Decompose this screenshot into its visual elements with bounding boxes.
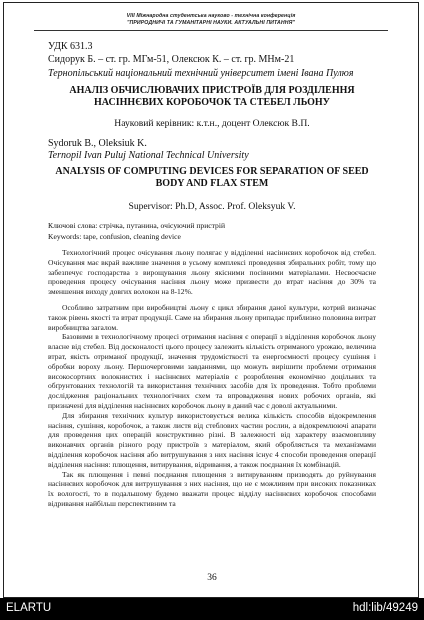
- affiliation-ukrainian: Тернопільський національний технічний університет імені Івана Пулюя: [48, 68, 354, 79]
- paragraph: Базовими в технологічному процесі отримання насіння є операції з відділення коробочок льону власне від стебел. Від досконалості цього процесу залежить кількість отриманого урожаю, величина втрат, якість отриманої продукції, значення трудомісткості та енергоємності процесу сушіння і обробки вороху льону. Першочерговими завданнями, що можуть вирішити проблеми отримання високосортних волокнистих і насіннєвих матеріалів є розроблення економічно доцільних та обґрунтованих технологій та використання технічних засобів для їх проведення. Тобто проблеми дослідження раціональних технологічних схем та впровадження нових робочих органів, які призначені для відділення насіннєвих коробочок льону в даний час є доволі актуальними.: [48, 332, 376, 410]
- authors-ukrainian: Сидорук Б. – ст. гр. МГм-51, Олексюк К. – ст. гр. МНм-21: [48, 54, 295, 65]
- repository-footer-bar: [0, 598, 424, 620]
- handle-identifier: hdl:lib/49249: [352, 602, 418, 614]
- body-text: [48, 248, 376, 509]
- keywords-english: Keywords: tape, confusion, cleaning device: [48, 232, 181, 241]
- supervisor-english: Supervisor: Ph.D, Assoc. Prof. Oleksyuk V.: [128, 201, 296, 212]
- header-divider: [34, 30, 388, 31]
- conference-header-line-2: "ПРИРОДНИЧІ ТА ГУМАНІТАРНІ НАУКИ. АКТУАЛЬНІ ПИТАННЯ": [126, 20, 296, 26]
- authors-english: Sydoruk B., Oleksiuk K.: [48, 138, 147, 149]
- title-english: ANALYSIS OF COMPUTING DEVICES FOR SEPARATION OF SEED BODY AND FLAX STEM: [55, 166, 369, 190]
- paragraph: Для збирання технічних культур використовується велика кількість способів відокремлення насіння, сушіння, коробочок, а також листя від стеблових частин рослин, а відокремлюючі апарати для проведення цих операцій конструктивно різні. В залежності від характеру взаємовпливу виконавчих органів різного роду пристроїв з матеріалом, який обробляється та механізмами відділення коробочок насіння або витрушування з них насіння існує 4 способи проведення операції відділення насіння: плющення, витирування, відривання, а також поєднання їх комбінацій.: [48, 410, 376, 469]
- paragraph: Так як плющення і певні поєднання плющення з витируванням призводять до руйнування насіннєвих коробочок для витрушування з них насіння, що не є можливим при високих показниках їх вологості, то в подальшому будемо вважати процес відділу насіннєвих коробочок способами відривання найбільш перспективним та: [48, 469, 376, 508]
- page-number: 36: [207, 573, 217, 583]
- repository-name: ELARTU: [6, 602, 52, 614]
- supervisor-ukrainian: Науковий керівник: к.т.н., доцент Олексюк В.П.: [114, 118, 310, 129]
- affiliation-english: Ternopil Ivan Puluj National Technical University: [48, 150, 249, 161]
- paragraph: Особливо затратним при виробництві льону є цикл збирання даної культури, котрий визначає також рівень якості та втрат продукції. Саме на збирання льону припадає приблизно половина витрат виробництва загалом.: [48, 302, 376, 332]
- keywords-ukrainian: Ключові слова: стрічка, путанина, очісуючий пристрій: [48, 221, 226, 230]
- udk-code: УДК 631.3: [48, 41, 93, 52]
- title-ukrainian: АНАЛІЗ ОБЧИСЛЮВАЧИХ ПРИСТРОЇВ ДЛЯ РОЗДІЛЕННЯ НАСІННЄВИХ КОРОБОЧОК ТА СТЕБЕЛ ЛЬОНУ: [69, 85, 355, 109]
- paragraph: Технологічний процес очісування льону полягає у відділенні насіннєвих коробочок від стебел. Очісування має вкрай важливе значення в усьому комплексі проведення збиральних робіт, тому що забезпечує господарства з вирощування льону якісними посівними матеріалами. Несвоєчасне проведення процесу очісування насіння льону може призвести до втрат насіння до 30% та зменшення виходу довгих волокон на 8-12%.: [48, 248, 376, 297]
- conference-header-line-1: VIII Міжнародна студентська науково - технічна конференція: [126, 13, 296, 19]
